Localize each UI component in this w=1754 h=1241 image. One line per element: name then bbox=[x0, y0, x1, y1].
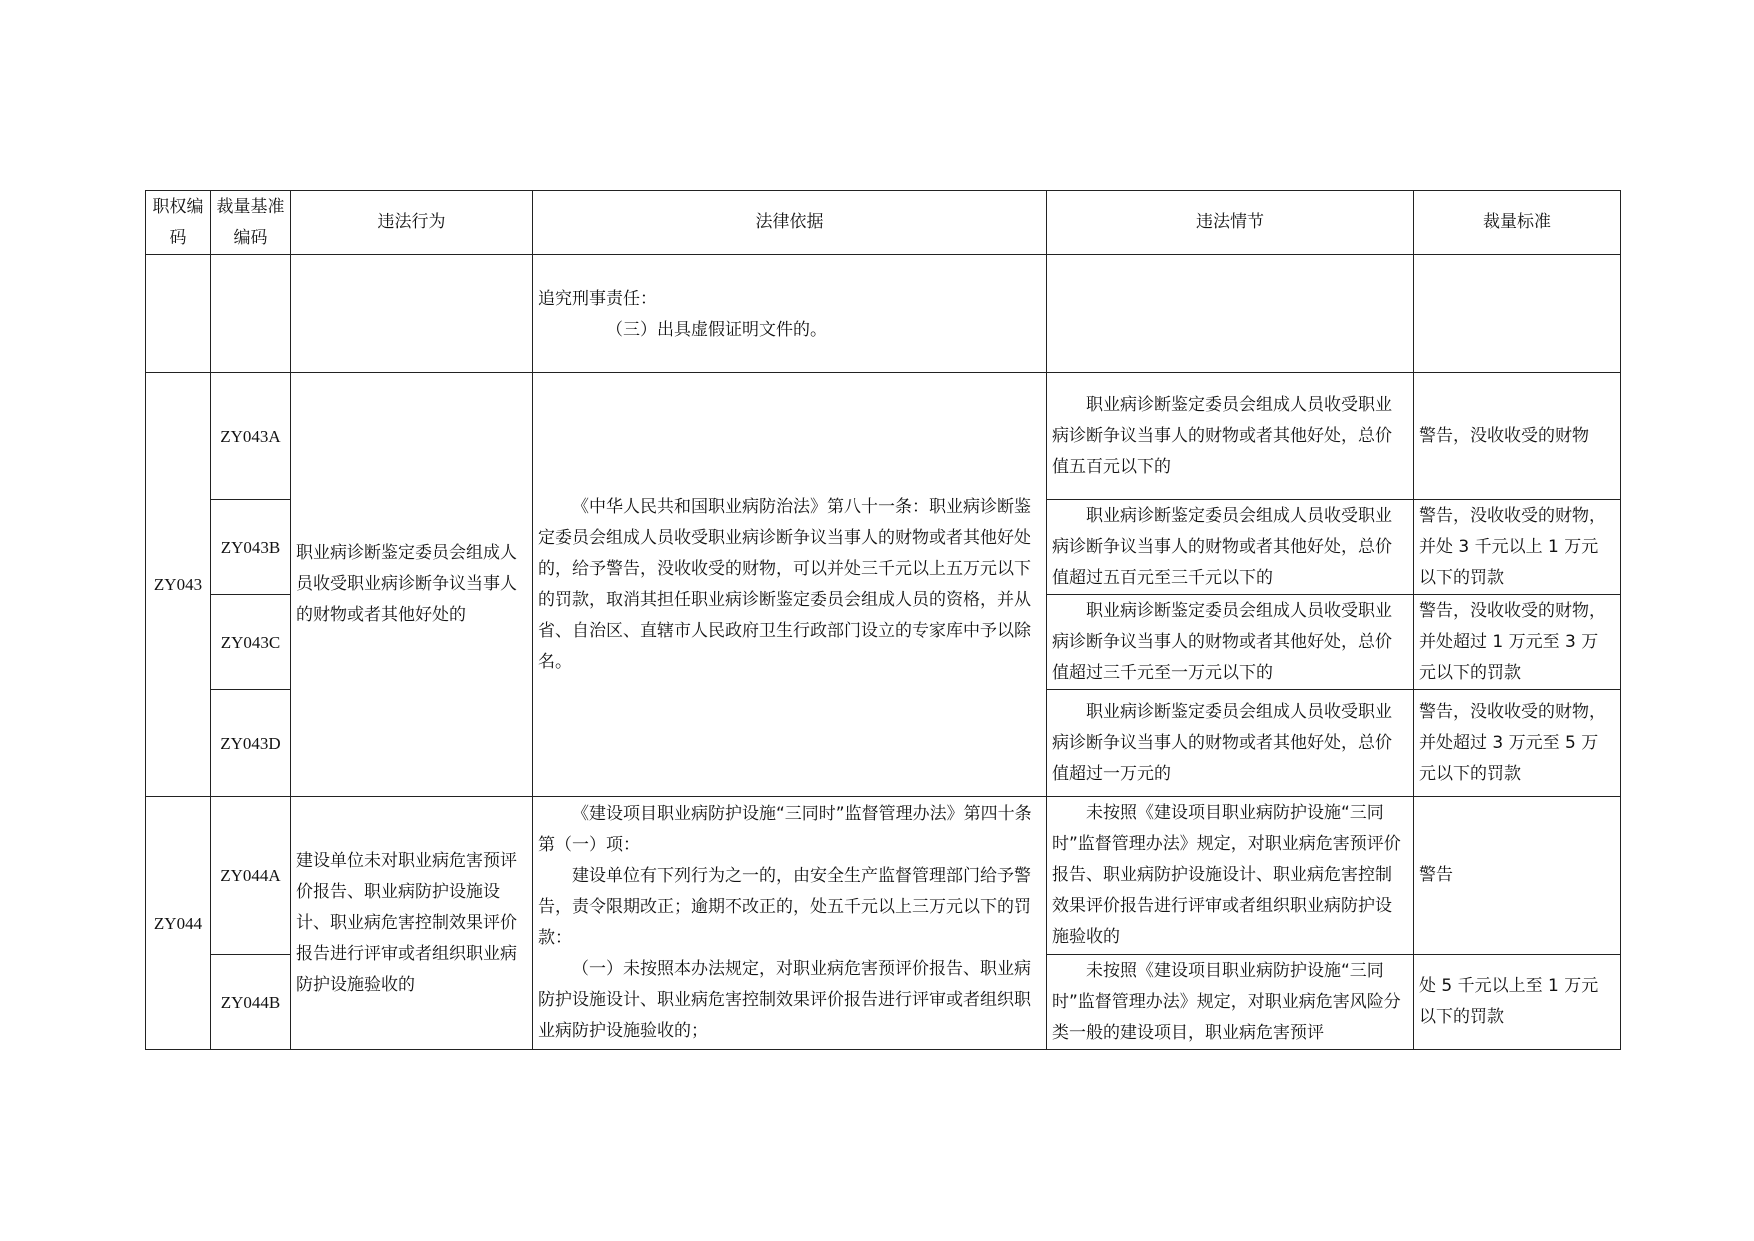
circumstance: 未按照《建设项目职业病防护设施“三同时”监督管理办法》规定，对职业病危害预评价报告、职业病防护设施设计、职业病危害控制效果评价报告进行评审或者组织职业病防护设施验收的 bbox=[1047, 797, 1414, 955]
authority-code-zy044: ZY044 bbox=[146, 797, 211, 1050]
violation-zy043: 职业病诊断鉴定委员会组成人员收受职业病诊断争议当事人的财物或者其他好处的 bbox=[291, 373, 533, 797]
continuation-row bbox=[146, 255, 1621, 373]
standard: 警告 bbox=[1414, 797, 1621, 955]
benchmark-code: ZY044B bbox=[211, 955, 291, 1050]
standard: 警告，没收收受的财物，并处超过 1 万元至 3 万元以下的罚款 bbox=[1414, 595, 1621, 690]
circumstance: 职业病诊断鉴定委员会组成人员收受职业病诊断争议当事人的财物或者其他好处，总价值五百元以下的 bbox=[1047, 373, 1414, 500]
benchmark-code: ZY043B bbox=[211, 500, 291, 595]
header-standard: 裁量标准 bbox=[1414, 191, 1621, 255]
circumstance: 职业病诊断鉴定委员会组成人员收受职业病诊断争议当事人的财物或者其他好处，总价值超过三千元至一万元以下的 bbox=[1047, 595, 1414, 690]
violation-zy044: 建设单位未对职业病危害预评价报告、职业病防护设施设计、职业病危害控制效果评价报告进行评审或者组织职业病防护设施验收的 bbox=[291, 797, 533, 1050]
header-circumstance: 违法情节 bbox=[1047, 191, 1414, 255]
enforcement-standards-table bbox=[145, 190, 1621, 1050]
authority-code-zy043: ZY043 bbox=[146, 373, 211, 797]
header-authority-code: 职权编码 bbox=[146, 191, 211, 255]
standard: 警告，没收收受的财物 bbox=[1414, 373, 1621, 500]
cont-violation bbox=[291, 255, 533, 373]
cont-circumstance bbox=[1047, 255, 1414, 373]
table-row bbox=[146, 373, 1621, 500]
cont-legal-basis bbox=[533, 255, 1047, 373]
circumstance: 职业病诊断鉴定委员会组成人员收受职业病诊断争议当事人的财物或者其他好处，总价值超过五百元至三千元以下的 bbox=[1047, 500, 1414, 595]
benchmark-code: ZY043C bbox=[211, 595, 291, 690]
legal-basis-zy043 bbox=[533, 373, 1047, 797]
cont-authority-code bbox=[146, 255, 211, 373]
table-row bbox=[146, 797, 1621, 955]
cont-standard bbox=[1414, 255, 1621, 373]
header-violation: 违法行为 bbox=[291, 191, 533, 255]
cont-basis-line1: 追究刑事责任： bbox=[538, 288, 657, 309]
basis-text: 《中华人民共和国职业病防治法》第八十一条：职业病诊断鉴定委员会组成人员收受职业病诊断争议当事人的财物或者其他好处的，给予警告，没收收受的财物，可以并处三千元以上五万元以下的罚款，取消其担任职业病诊断鉴定委员会组成人员的资格，并从省、自治区、直辖市人民政府卫生行政部门设立的专家库中予以除名。 bbox=[538, 496, 1031, 672]
standard: 处 5 千元以上至 1 万元以下的罚款 bbox=[1414, 955, 1621, 1050]
header-row bbox=[146, 191, 1621, 255]
benchmark-code: ZY044A bbox=[211, 797, 291, 955]
basis-para-2: 建设单位有下列行为之一的，由安全生产监督管理部门给予警告，责令限期改正；逾期不改正的，处五千元以上三万元以下的罚款： bbox=[538, 866, 1031, 948]
legal-basis-zy044 bbox=[533, 797, 1047, 1050]
basis-para-1: 《建设项目职业病防护设施“三同时”监督管理办法》第四十条第（一）项： bbox=[538, 804, 1032, 855]
benchmark-code: ZY043A bbox=[211, 373, 291, 500]
cont-basis-line2: （三）出具虚假证明文件的。 bbox=[606, 319, 827, 340]
header-legal-basis: 法律依据 bbox=[533, 191, 1047, 255]
circumstance: 未按照《建设项目职业病防护设施“三同时”监督管理办法》规定，对职业病危害风险分类一般的建设项目，职业病危害预评 bbox=[1047, 955, 1414, 1050]
header-benchmark-code: 裁量基准编码 bbox=[211, 191, 291, 255]
basis-para-3: （一）未按照本办法规定，对职业病危害预评价报告、职业病防护设施设计、职业病危害控制效果评价报告进行评审或者组织职业病防护设施验收的； bbox=[538, 959, 1031, 1041]
circumstance: 职业病诊断鉴定委员会组成人员收受职业病诊断争议当事人的财物或者其他好处，总价值超过一万元的 bbox=[1047, 690, 1414, 797]
benchmark-code: ZY043D bbox=[211, 690, 291, 797]
cont-benchmark-code bbox=[211, 255, 291, 373]
standard: 警告，没收收受的财物，并处超过 3 万元至 5 万元以下的罚款 bbox=[1414, 690, 1621, 797]
standard: 警告，没收收受的财物，并处 3 千元以上 1 万元以下的罚款 bbox=[1414, 500, 1621, 595]
